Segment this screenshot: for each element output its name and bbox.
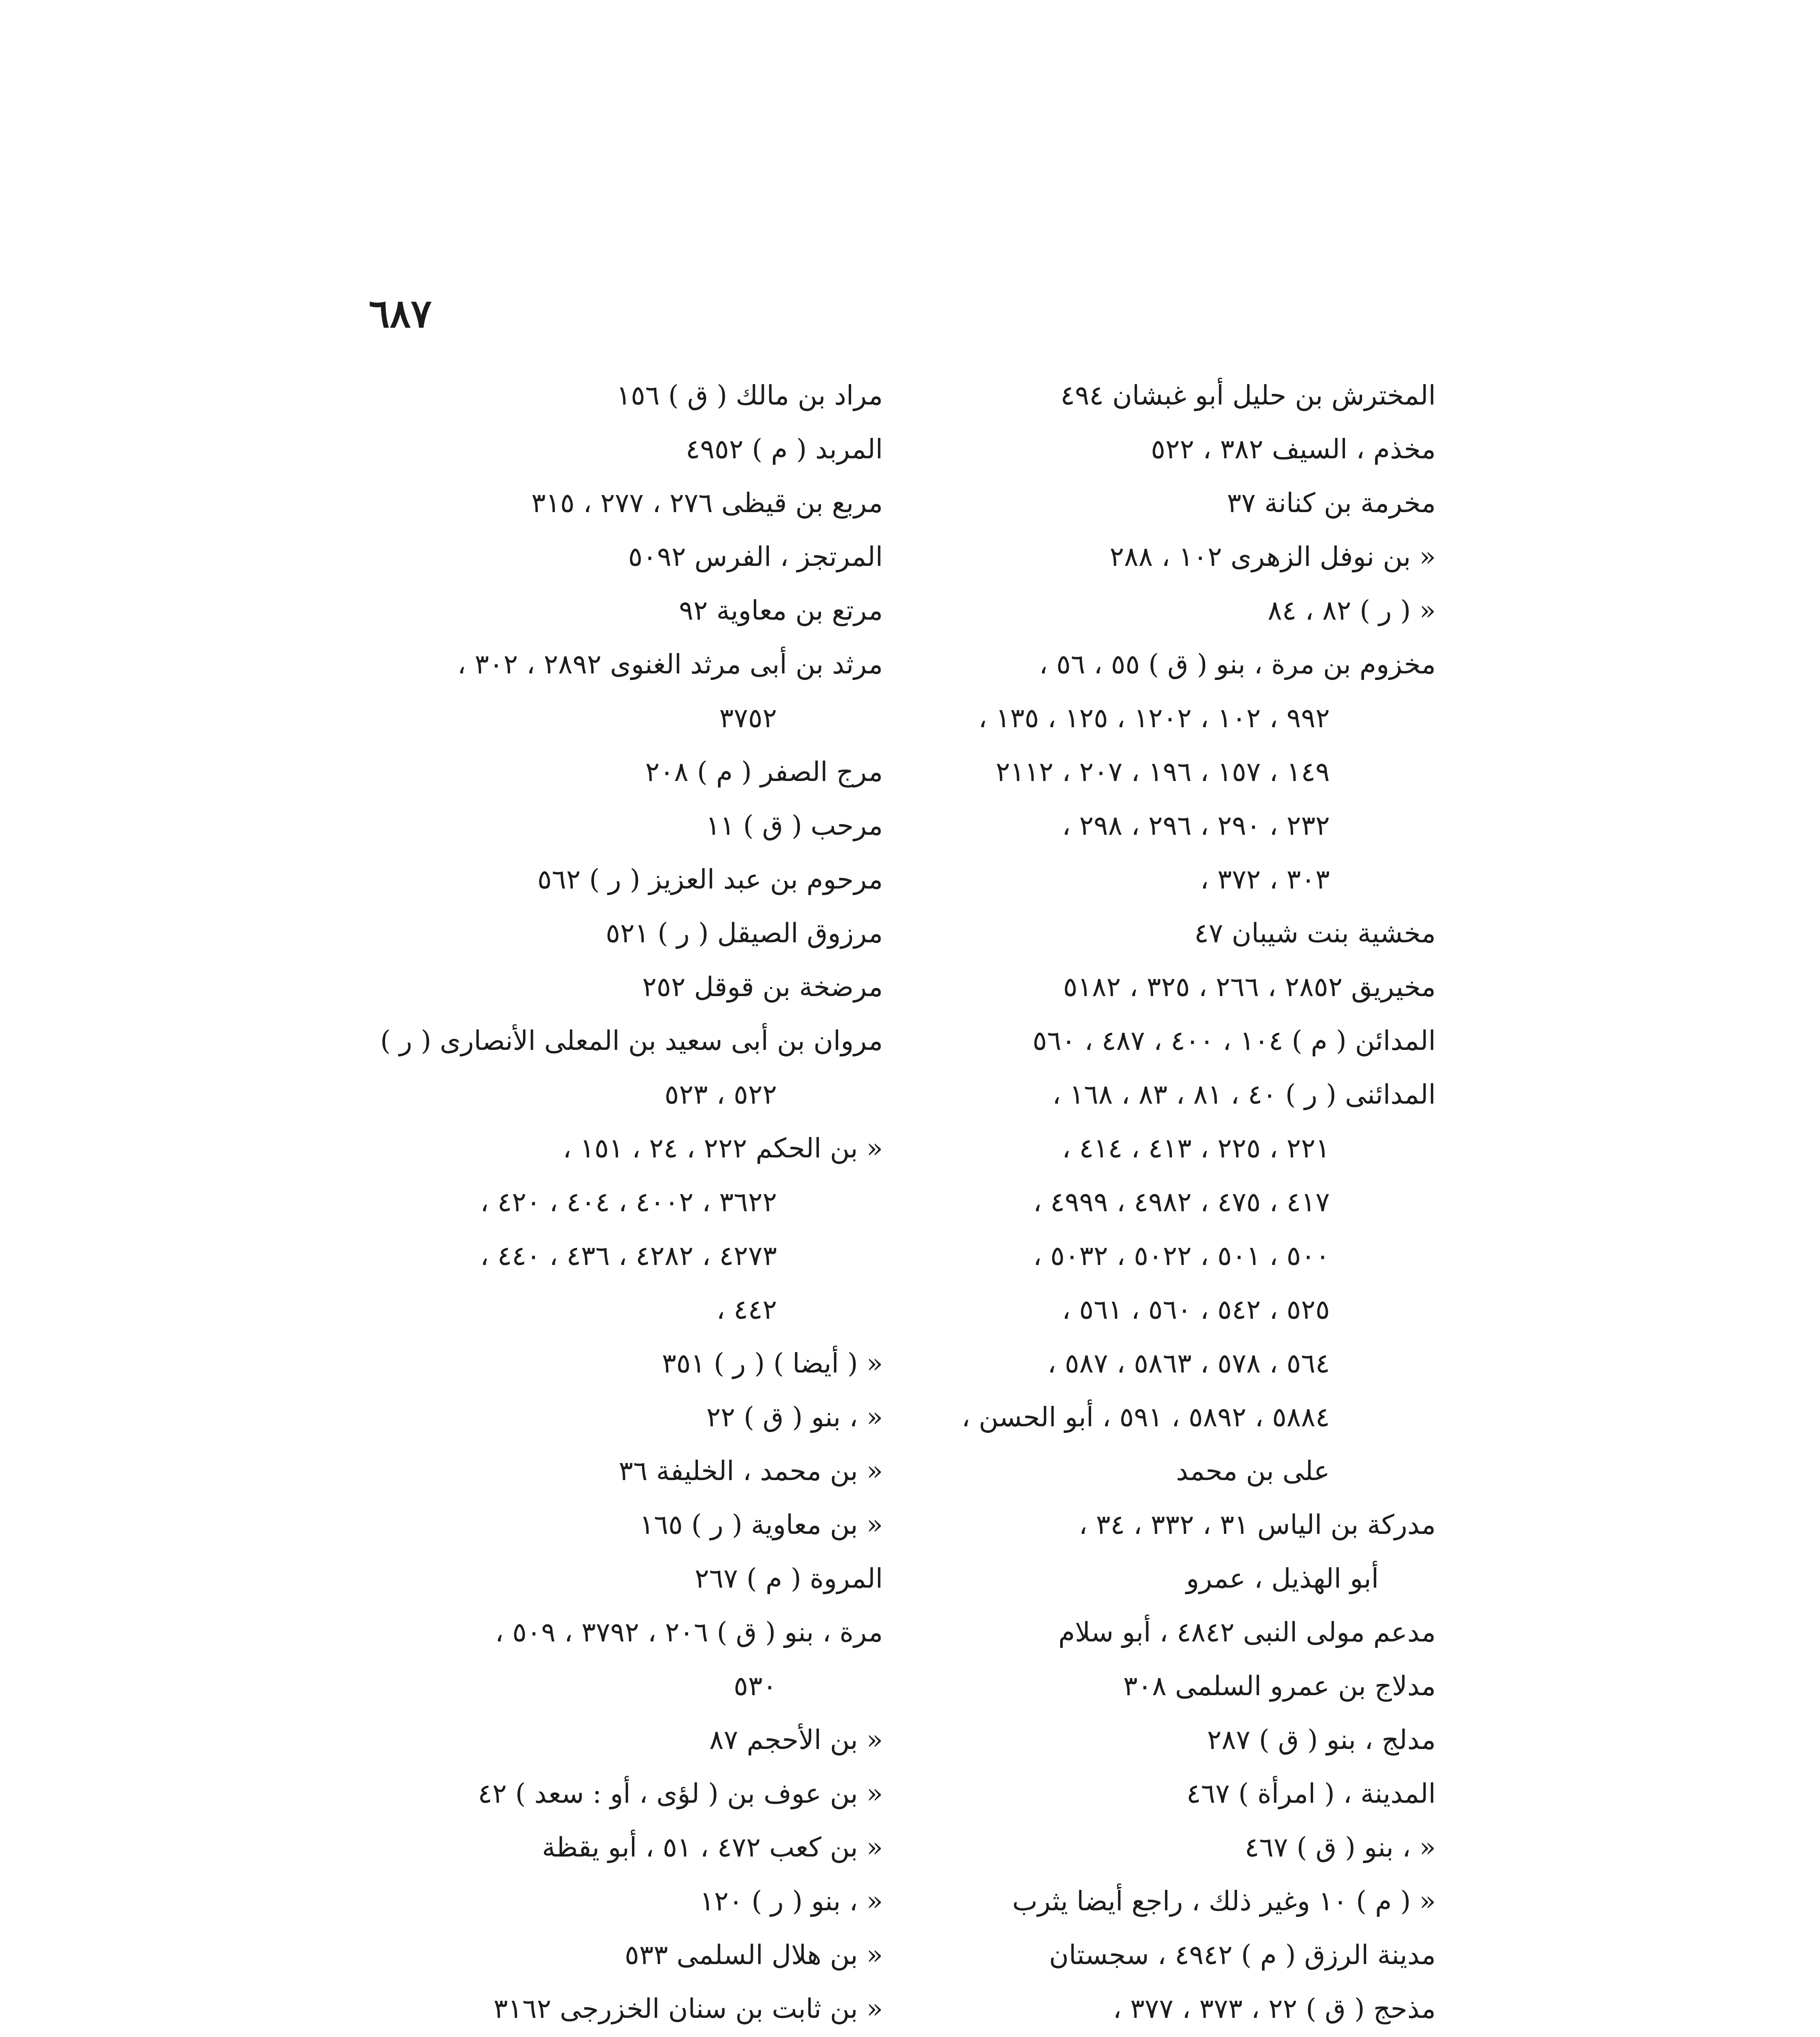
index-entry: ٥٢٢ ، ٥٢٣ <box>665 1079 777 1110</box>
index-entry: أبو الهذيل ، عمرو <box>1186 1563 1379 1594</box>
index-column-right <box>865 369 1436 2037</box>
index-entry: المدينة ، ( امرأة ) ٤٦٧ <box>1186 1778 1436 1809</box>
index-entry: ٥٨٨٤ ، ٥٨٩٢ ، ٥٩١ ، أبو الحسن ، <box>962 1401 1330 1433</box>
index-entry: مدينة الرزق ( م ) ٤٩٤٢ ، سجستان <box>1049 1939 1436 1971</box>
index-entry: مروان بن أبى سعيد بن المعلى الأنصارى ( ر ) <box>380 1025 883 1056</box>
index-entry: مربع بن قيظى ٢٧٦ ، ٢٧٧ ، ٣١٥ <box>531 487 883 519</box>
index-entry: ٥٣٠ <box>733 1670 777 1702</box>
index-entry: « بن هلال السلمى ٥٣٣ <box>625 1939 883 1971</box>
page-number: ٦٨٧ <box>369 290 432 337</box>
index-entry: مرضخة بن قوقل ٢٥٢ <box>642 971 883 1003</box>
index-entry: مرحب ( ق ) ١١ <box>706 810 883 841</box>
index-entry: « ، بنو ( ق ) ٤٦٧ <box>1244 1832 1436 1863</box>
index-entry: مدلج ، بنو ( ق ) ٢٨٧ <box>1207 1724 1436 1755</box>
index-entry: ٤١٧ ، ٤٧٥ ، ٤٩٨٢ ، ٤٩٩٩ ، <box>1033 1186 1330 1218</box>
index-entry: « ، بنو ( ر ) ١٢٠ <box>700 1885 883 1917</box>
index-entry: « بن كعب ٤٧٢ ، ٥١ ، أبو يقظة <box>542 1832 883 1863</box>
index-entry: ٢٢١ ، ٢٢٥ ، ٤١٣ ، ٤١٤ ، <box>1062 1133 1330 1164</box>
index-entry: مدلاج بن عمرو السلمى ٣٠٨ <box>1123 1670 1436 1702</box>
index-entry: المروة ( م ) ٢٦٧ <box>694 1563 883 1594</box>
index-entry: ٥٦٤ ، ٥٧٨ ، ٥٨٦٣ ، ٥٨٧ ، <box>1048 1348 1330 1379</box>
index-entry: « ، بنو ( ق ) ٢٢ <box>706 1401 883 1433</box>
index-entry: « بن عوف بن ( لؤى ، أو : سعد ) ٤٢ <box>478 1778 883 1809</box>
index-entry: مدركة بن الياس ٣١ ، ٣٣٢ ، ٣٤ ، <box>1078 1509 1436 1540</box>
index-entry: مخشية بنت شيبان ٤٧ <box>1194 917 1436 949</box>
index-entry: على بن محمد <box>1176 1455 1330 1487</box>
index-entry: مرزوق الصيقل ( ر ) ٥٢١ <box>605 917 883 949</box>
index-entry: « بن معاوية ( ر ) ١٦٥ <box>639 1509 883 1540</box>
index-entry: ٢٣٢ ، ٢٩٠ ، ٢٩٦ ، ٢٩٨ ، <box>1062 810 1330 841</box>
index-entry: ١٤٩ ، ١٥٧ ، ١٩٦ ، ٢٠٧ ، ٢١١٢ <box>995 756 1330 788</box>
index-entry: مراد بن مالك ( ق ) ١٥٦ <box>616 380 883 411</box>
index-entry: مخيريق ٢٨٥٢ ، ٢٦٦ ، ٣٢٥ ، ٥١٨٢ <box>1063 971 1436 1003</box>
index-entry: مرة ، بنو ( ق ) ٢٠٦ ، ٣٧٩٢ ، ٥٠٩ ، <box>495 1617 883 1648</box>
index-entry: ٥٢٥ ، ٥٤٢ ، ٥٦٠ ، ٥٦١ ، <box>1062 1294 1330 1325</box>
index-entry: المدائن ( م ) ١٠٤ ، ٤٠٠ ، ٤٨٧ ، ٥٦٠ <box>1032 1025 1436 1056</box>
index-entry: ٣٠٣ ، ٣٧٢ ، <box>1200 864 1330 895</box>
index-entry: مخرمة بن كنانة ٣٧ <box>1227 487 1436 519</box>
index-entry: مخذم ، السيف ٣٨٢ ، ٥٢٢ <box>1151 433 1436 465</box>
index-entry: مرثد بن أبى مرثد الغنوى ٢٨٩٢ ، ٣٠٢ ، <box>457 649 883 680</box>
index-entry: مرج الصفر ( م ) ٢٠٨ <box>645 756 883 788</box>
index-entry: المربد ( م ) ٤٩٥٢ <box>685 433 883 465</box>
index-entry: ٣٧٥٢ <box>719 702 777 734</box>
index-entry: « بن الأحجم ٨٧ <box>709 1724 883 1755</box>
index-entry: مدعم مولى النبى ٤٨٤٢ ، أبو سلام <box>1058 1617 1436 1648</box>
index-entry: المرتجز ، الفرس ٥٠٩٢ <box>628 541 883 572</box>
index-entry: مرتع بن معاوية ٩٢ <box>679 595 883 626</box>
index-entry: مذحج ( ق ) ٢٢ ، ٣٧٣ ، ٣٧٧ ، <box>1113 1993 1436 2024</box>
index-entry: « ( ر ) ٨٢ ، ٨٤ <box>1268 595 1436 626</box>
index-entry: ٤٢٧٣ ، ٤٢٨٢ ، ٤٣٦ ، ٤٤٠ ، <box>480 1240 777 1271</box>
index-entry: مخزوم بن مرة ، بنو ( ق ) ٥٥ ، ٥٦ ، <box>1039 649 1436 680</box>
index-entry: « بن الحكم ٢٢٢ ، ٢٤ ، ١٥١ ، <box>563 1133 883 1164</box>
index-entry: مرحوم بن عبد العزيز ( ر ) ٥٦٢ <box>537 864 883 895</box>
index-entry: « بن ثابت بن سنان الخزرجى ٣١٦٢ <box>493 1993 883 2024</box>
index-entry: ٣٦٢٢ ، ٤٠٠٢ ، ٤٠٤ ، ٤٢٠ ، <box>480 1186 777 1218</box>
index-entry: « بن محمد ، الخليفة ٣٦ <box>618 1455 883 1487</box>
index-entry: ٥٠٠ ، ٥٠١ ، ٥٠٢٢ ، ٥٠٣٢ ، <box>1033 1240 1330 1271</box>
index-entry: « بن نوفل الزهرى ١٠٢ ، ٢٨٨ <box>1109 541 1436 572</box>
index-entry: ٩٩٢ ، ١٠٢ ، ١٢٠٢ ، ١٢٥ ، ١٣٥ ، <box>978 702 1330 734</box>
index-entry: المخترش بن حليل أبو غبشان ٤٩٤ <box>1060 380 1436 411</box>
index-entry: المدائنى ( ر ) ٤٠ ، ٨١ ، ٨٣ ، ١٦٨ ، <box>1052 1079 1436 1110</box>
index-entry: « ( أيضا ) ( ر ) ٣٥١ <box>662 1348 883 1379</box>
index-column-left <box>333 369 883 2037</box>
index-entry: « ( م ) ١٠ وغير ذلك ، راجع أيضا يثرب <box>1012 1885 1436 1917</box>
index-entry: ٤٤٢ ، <box>716 1294 777 1325</box>
